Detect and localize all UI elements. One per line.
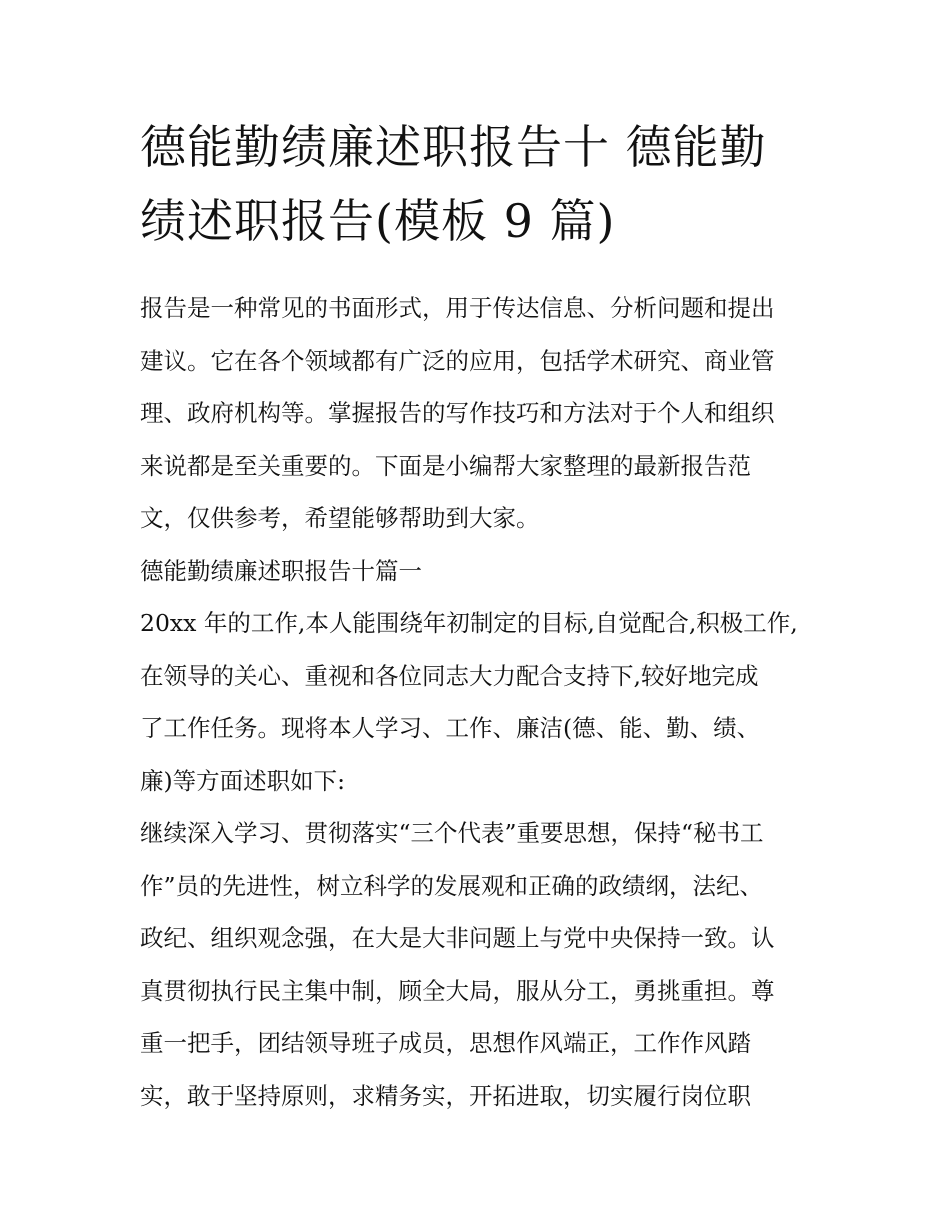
intro-paragraph (140, 282, 815, 545)
text-line: 政纪、组织观念强，在大是大非问题上与党中央保持一致。认 (140, 924, 775, 952)
text-line: 重一把手，团结领导班子成员，思想作风端正，工作作风踏 (140, 1029, 751, 1057)
text-line: 20xx 年的工作,本人能围绕年初制定的目标,自觉配合,积极工作, (140, 609, 798, 637)
section-heading (140, 545, 815, 598)
text-line: 建议。它在各个领域都有广泛的应用，包括学术研究、商业管 (140, 346, 775, 375)
text-line: 继续深入学习、贯彻落实“三个代表”重要思想，保持“秘书工 (140, 819, 764, 847)
document-title (140, 110, 815, 258)
text-line: 了工作任务。现将本人学习、工作、廉洁(德、能、勤、绩、 (140, 714, 761, 742)
body-paragraph-1 (140, 597, 815, 807)
text-line: 真贯彻执行民主集中制，顾全大局，服从分工，勇挑重担。尊 (140, 976, 775, 1005)
title-line: 德能勤绩廉述职报告十 德能勤 (140, 120, 767, 174)
text-line: 作”员的先进性，树立科学的发展观和正确的政绩纲，法纪、 (140, 871, 764, 900)
text-line: 在领导的关心、重视和各位同志大力配合支持下,较好地完成 (140, 661, 759, 690)
text-line: 文，仅供参考，希望能够帮助到大家。 (140, 504, 540, 532)
text-line: 德能勤绩廉述职报告十篇一 (140, 556, 422, 585)
text-line: 廉)等方面述职如下: (140, 766, 346, 795)
text-line: 理、政府机构等。掌握报告的写作技巧和方法对于个人和组织 (140, 399, 775, 427)
body-paragraph-2 (140, 807, 815, 1122)
text-line: 报告是一种常见的书面形式，用于传达信息、分析问题和提出 (140, 294, 775, 322)
text-line: 来说都是至关重要的。下面是小编帮大家整理的最新报告范 (140, 451, 751, 480)
text-line: 实，敢于坚持原则，求精务实，开拓进取，切实履行岗位职 (140, 1081, 751, 1110)
title-line: 绩述职报告(模板 9 篇) (140, 194, 616, 248)
